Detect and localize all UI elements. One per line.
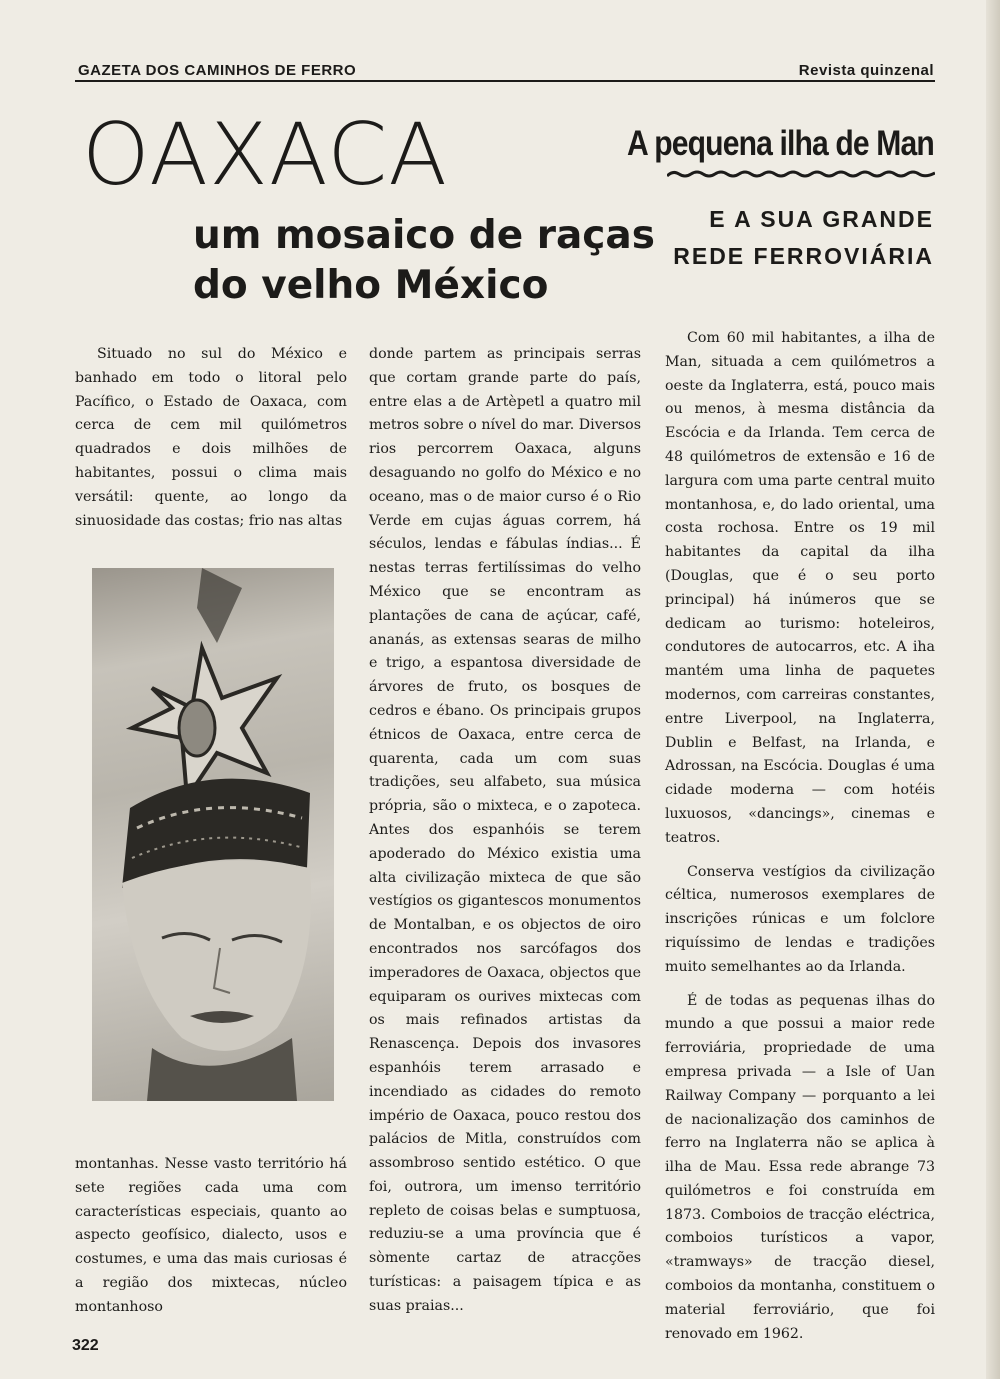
wavy-divider <box>667 168 935 180</box>
body-paragraph: Com 60 mil habitantes, a ilha de Man, situada a cem quilómetros a oeste da Inglaterra, está, pouco mais ou menos, à mesma distância da Escócia e da Irlanda. Tem cerca de 48 quilómetros de extensão e 16 de largura com uma parte central muito montanhosa, e, do lado oriental, uma costa rochosa. Entre os 19 mil habitantes da capital da ilha (Douglas, que é o seu porto principal) há inúmeros que se dedicam ao turismo: hoteleiros, condutores de autocarros, etc. A iha mantém uma linha de paquetes modernos, com carreiras constantes, entre Liverpool, na Inglaterra, Dublin e Belfast, na Irlanda, e Adrossan, na Escócia. Douglas é uma cidade moderna — com hotéis luxuosos, «dancings», cinemas e teatros. <box>665 330 935 846</box>
body-paragraph: montanhas. Nesse vasto território há sete regiões cada uma com características especiais, quanto ao aspecto geofísico, dialecto, usos e costumes, e uma das mais curiosas é a região dos mixtecas, núcleo montanhoso <box>75 1156 347 1315</box>
body-paragraph: Situado no sul do México e banhado em todo o litoral pelo Pacífico, o Estado de Oaxaca, com cerca de cem mil quilómetros quadrados e dois milhões de habitantes, possui o clima mais versátil: quente, ao longo da sinuosidade das costas; frio nas altas <box>75 346 347 529</box>
side-article-subtitle-line2: REDE FERROVIÁRIA <box>673 243 934 269</box>
body-paragraph: É de todas as pequenas ilhas do mundo a que possui a maior rede ferroviária, propriedade de uma empresa privada — a Isle of Uan Railway Company — porquanto a lei de nacionalização dos caminhos de ferro na Inglaterra não se aplica à ilha de Mau. Essa rede abrange 73 quilómetros e foi construída em 1873. Comboios de tracção eléctrica, comboios turísticos a vapor, «tramways» de tracção diesel, comboios da montanha, constituem o material ferroviário, que foi renovado em 1962. <box>665 992 935 1342</box>
article-subtitle-line2: do velho México <box>193 263 549 308</box>
body-paragraph: Conserva vestígios da civilização céltica, numerosos exemplares de inscrições rúnicas e um folclore riquíssimo de lendas e tradições muito semelhantes ao da Irlanda. <box>665 863 935 975</box>
publication-frequency: Revista quinzenal <box>798 62 934 79</box>
publication-title: GAZETA DOS CAMINHOS DE FERRO <box>78 62 357 79</box>
page-number: 322 <box>72 1337 99 1354</box>
oaxaca-column-1-bottom <box>75 1153 347 1320</box>
header-rule <box>75 80 935 82</box>
oaxaca-column-2 <box>369 343 641 1319</box>
man-island-column <box>665 327 935 1346</box>
body-paragraph: donde partem as principais serras que cortam grande parte do país, entre elas a de Artèpetl a quatro mil metros sobre o nível do mar. Diversos rios percorrem Oaxaca, alguns desaguando no golfo do México e no oceano, mas o de maior curso é o Rio Verde em cujas águas correm, há séculos, lendas e fábulas índias... É nestas terras fertilíssimas do velho México que se encontram as plantações de cana de açúcar, café, ananás, as extensas searas de milho e trigo, a espantosa diversidade de árvores de fruto, os bosques de cedros e ébano. Os principais grupos étnicos de Oaxaca, entre cerca de quarenta, cada um com suas tradições, seu alfabeto, sua música própria, são o mixteca, e o zapoteca. Antes dos espanhóis se terem apoderado do México existia uma alta civilização mixteca de que são vestígios os gigantescos monumentos de Montalban, e os objectos de oiro encontrados nos sarcófagos dos imperadores de Oaxaca, objectos que equiparam os ourives mixtecas com os mais refinados artistas da Renascença. Depois dos invasores espanhóis terem arrasado e incendiado as cidades do remoto império de Oaxaca, pouco restou dos palácios de Mitla, construídos com assombroso sentido estético. O que foi, outrora, um imenso território repleto de coisas belas e sumptuosa, reduziu-se a uma província que é sòmente cartaz de atracções turísticas: a paisagem típica e as suas praias... <box>369 346 641 1314</box>
portrait-illustration <box>92 568 334 1101</box>
page-edge <box>986 0 1000 1379</box>
portrait-photo <box>92 568 334 1101</box>
article-subtitle-line1: um mosaico de raças <box>193 213 655 258</box>
article-title: OAXACA <box>82 105 449 205</box>
side-article-title: A pequena ilha de Man <box>627 124 934 163</box>
oaxaca-column-1-top <box>75 343 347 533</box>
side-article-subtitle-line1: E A SUA GRANDE <box>709 206 934 232</box>
